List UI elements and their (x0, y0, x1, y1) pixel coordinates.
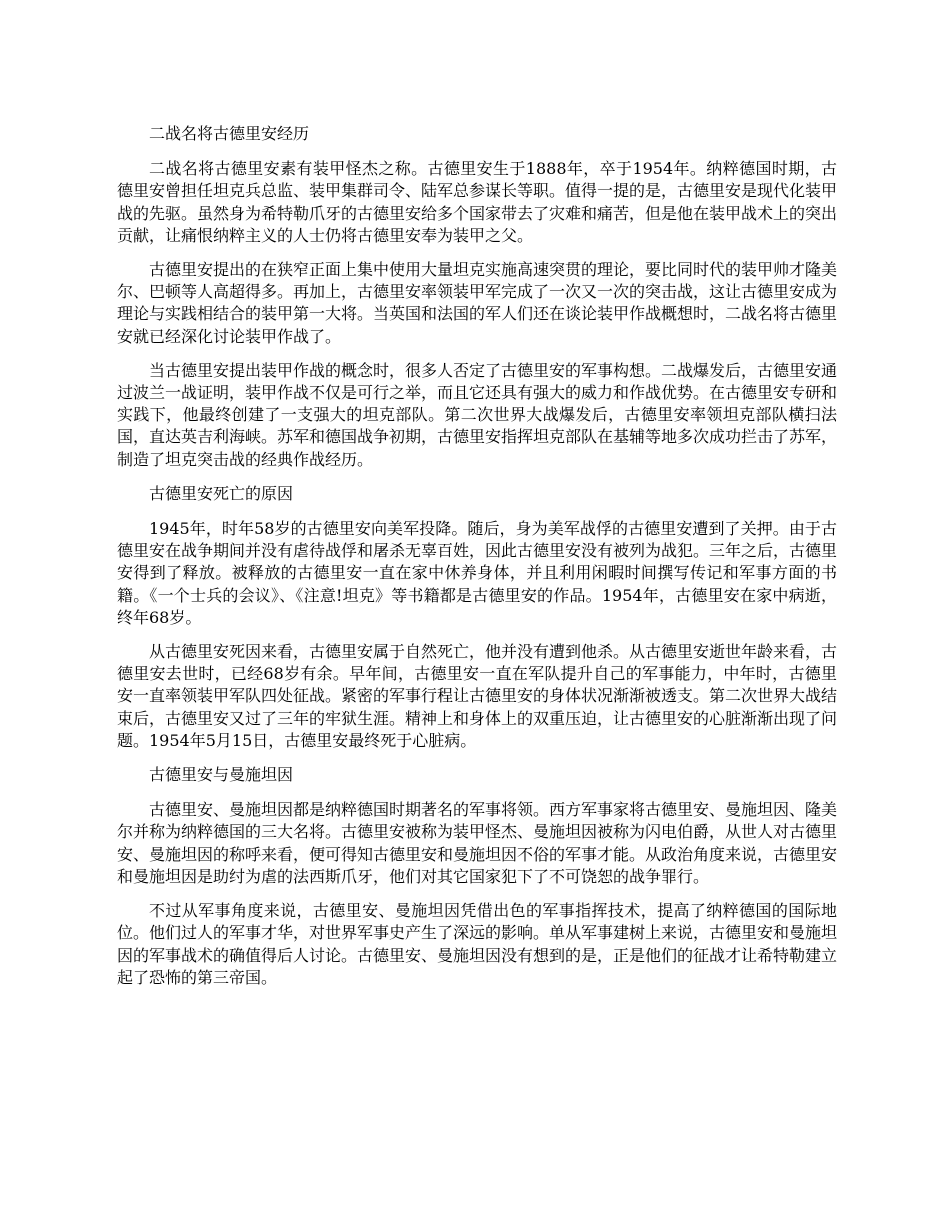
paragraph: 二战名将古德里安素有装甲怪杰之称。古德里安生于1888年，卒于1954年。纳粹德国时期，古德里安曾担任坦克兵总监、装甲集群司令、陆军总参谋长等职。值得一提的是，古德里安是现代化装甲战的先驱。虽然身为希特勒爪牙的古德里安给多个国家带去了灾难和痛苦，但是他在装甲战术上的突出贡献，让痛恨纳粹主义的人士仍将古德里安奉为装甲之父。 (117, 159, 838, 245)
paragraph: 古德里安提出的在狭窄正面上集中使用大量坦克实施高速突贯的理论，要比同时代的装甲帅才隆美尔、巴顿等人高超得多。再加上，古德里安率领装甲军完成了一次又一次的突击战，这让古德里安成为理论与实践相结合的装甲第一大将。当英国和法国的军人们还在谈论装甲作战概想时，二战名将古德里安就已经深化讨论装甲作战了。 (117, 260, 838, 346)
section-heading-death-cause: 古德里安死亡的原因 (149, 483, 294, 503)
paragraph: 从古德里安死因来看，古德里安属于自然死亡，他并没有遭到他杀。从古德里安逝世年龄来看，古德里安去世时，已经68岁有余。早年间，古德里安一直在军队提升自己的军事能力，中年时，古德里安一直率领装甲军队四处征战。紧密的军事行程让古德里安的身体状况渐渐被透支。第二次世界大战结束后，古德里安又过了三年的牢狱生涯。精神上和身体上的双重压迫，让古德里安的心脏渐渐出现了问题。1954年5月15日，古德里安最终死于心脏病。 (117, 642, 838, 750)
paragraph: 1945年，时年58岁的古德里安向美军投降。随后，身为美军战俘的古德里安遭到了关押。由于古德里安在战争期间并没有虐待战俘和屠杀无辜百姓，因此古德里安没有被列为战犯。三年之后，古德里安得到了释放。被释放的古德里安一直在家中休养身体，并且利用闲暇时间撰写传记和军事方面的书籍。《一个士兵的会议》、《注意!坦克》等书籍都是古德里安的作品。1954年，古德里安在家中病逝，终年68岁。 (117, 519, 838, 627)
document-body (117, 123, 837, 1001)
paragraph: 当古德里安提出装甲作战的概念时，很多人否定了古德里安的军事构想。二战爆发后，古德里安通过波兰一战证明，装甲作战不仅是可行之举，而且它还具有强大的威力和作战优势。在古德里安专研和实践下，他最终创建了一支强大的坦克部队。第二次世界大战爆发后，古德里安率领坦克部队横扫法国，直达英吉利海峡。苏军和德国战争初期，古德里安指挥坦克部队在基辅等地多次成功拦击了苏军，制造了坦克突击战的经典作战经历。 (117, 360, 838, 469)
paragraph: 古德里安、曼施坦因都是纳粹德国时期著名的军事将领。西方军事家将古德里安、曼施坦因、隆美尔并称为纳粹德国的三大名将。古德里安被称为装甲怪杰、曼施坦因被称为闪电伯爵，从世人对古德里安、曼施坦因的称呼来看，便可得知古德里安和曼施坦因不俗的军事才能。从政治角度来说，古德里安和曼施坦因是助纣为虐的法西斯爪牙，他们对其它国家犯下了不可饶恕的战争罪行。 (117, 800, 838, 886)
section-heading-manstein: 古德里安与曼施坦因 (149, 765, 294, 785)
paragraph: 不过从军事角度来说，古德里安、曼施坦因凭借出色的军事指挥技术，提高了纳粹德国的国际地位。他们过人的军事才华，对世界军事史产生了深远的影响。单从军事建树上来说，古德里安和曼施坦因的军事战术的确值得后人讨论。古德里安、曼施坦因没有想到的是，正是他们的征战才让希特勒建立起了恐怖的第三帝国。 (117, 901, 838, 987)
section-heading-experience: 二战名将古德里安经历 (149, 124, 310, 143)
